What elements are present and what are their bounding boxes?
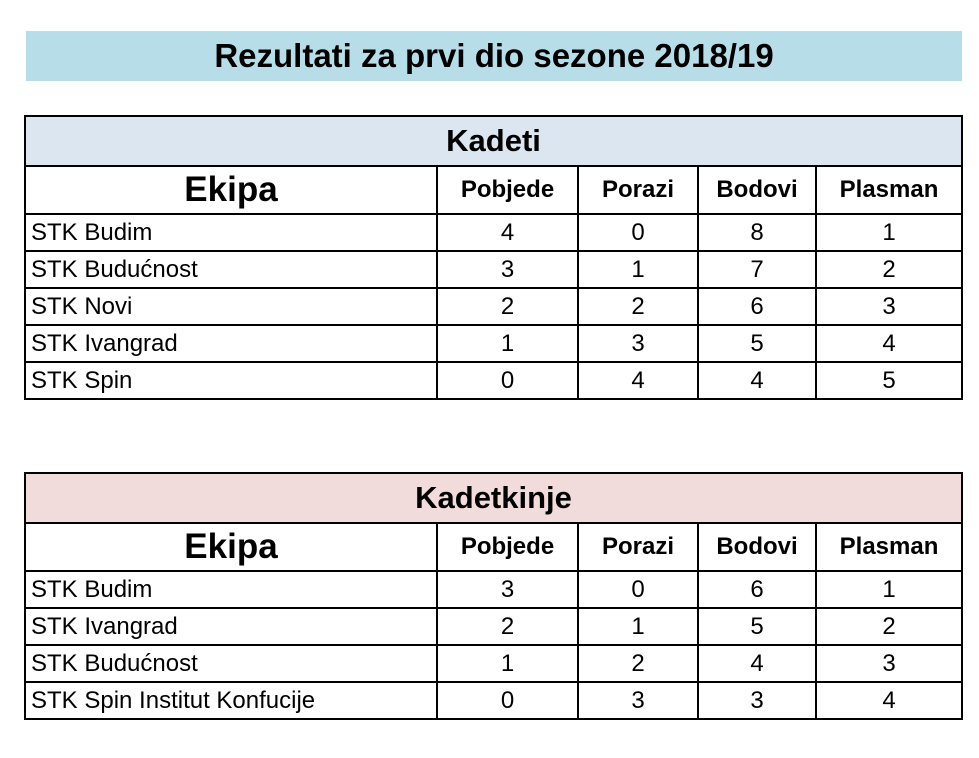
wins-cell: 2 <box>437 288 578 325</box>
team-name-cell: STK Ivangrad <box>25 325 437 362</box>
column-header-bodovi: Bodovi <box>698 166 816 214</box>
rank-cell: 2 <box>816 251 962 288</box>
table-row <box>25 571 962 608</box>
team-name-cell: STK Ivangrad <box>25 608 437 645</box>
column-header-row <box>25 166 962 214</box>
wins-cell: 1 <box>437 325 578 362</box>
column-header-pobjede: Pobjede <box>437 523 578 571</box>
losses-cell: 3 <box>578 325 698 362</box>
points-cell: 3 <box>698 682 816 719</box>
losses-cell: 3 <box>578 682 698 719</box>
kadeti-table <box>24 115 963 400</box>
team-name-cell: STK Spin <box>25 362 437 399</box>
table-row <box>25 608 962 645</box>
team-name-cell: STK Budućnost <box>25 645 437 682</box>
column-header-bodovi: Bodovi <box>698 523 816 571</box>
points-cell: 6 <box>698 288 816 325</box>
page-title: Rezultati za prvi dio sezone 2018/19 <box>26 31 962 81</box>
team-name-cell: STK Budim <box>25 571 437 608</box>
column-header-row <box>25 523 962 571</box>
column-header-ekipa: Ekipa <box>25 523 437 571</box>
table-row <box>25 251 962 288</box>
points-cell: 6 <box>698 571 816 608</box>
losses-cell: 1 <box>578 608 698 645</box>
table-row <box>25 325 962 362</box>
table-row <box>25 645 962 682</box>
points-cell: 5 <box>698 325 816 362</box>
wins-cell: 3 <box>437 571 578 608</box>
rank-cell: 1 <box>816 571 962 608</box>
column-header-plasman: Plasman <box>816 523 962 571</box>
column-header-porazi: Porazi <box>578 166 698 214</box>
group-title-kadeti: Kadeti <box>25 116 962 166</box>
team-name-cell: STK Spin Institut Konfucije <box>25 682 437 719</box>
team-name-cell: STK Novi <box>25 288 437 325</box>
losses-cell: 0 <box>578 571 698 608</box>
wins-cell: 3 <box>437 251 578 288</box>
table-row <box>25 214 962 251</box>
losses-cell: 1 <box>578 251 698 288</box>
kadetkinje-table <box>24 472 963 720</box>
team-name-cell: STK Budućnost <box>25 251 437 288</box>
points-cell: 4 <box>698 645 816 682</box>
rank-cell: 4 <box>816 682 962 719</box>
wins-cell: 0 <box>437 362 578 399</box>
wins-cell: 2 <box>437 608 578 645</box>
wins-cell: 1 <box>437 645 578 682</box>
losses-cell: 2 <box>578 645 698 682</box>
points-cell: 4 <box>698 362 816 399</box>
group-header-row <box>25 473 962 523</box>
losses-cell: 0 <box>578 214 698 251</box>
wins-cell: 0 <box>437 682 578 719</box>
points-cell: 8 <box>698 214 816 251</box>
rank-cell: 4 <box>816 325 962 362</box>
group-title-kadetkinje: Kadetkinje <box>25 473 962 523</box>
team-name-cell: STK Budim <box>25 214 437 251</box>
rank-cell: 3 <box>816 645 962 682</box>
rank-cell: 2 <box>816 608 962 645</box>
column-header-porazi: Porazi <box>578 523 698 571</box>
rank-cell: 1 <box>816 214 962 251</box>
group-header-row <box>25 116 962 166</box>
table-row <box>25 682 962 719</box>
wins-cell: 4 <box>437 214 578 251</box>
column-header-pobjede: Pobjede <box>437 166 578 214</box>
losses-cell: 4 <box>578 362 698 399</box>
rank-cell: 5 <box>816 362 962 399</box>
table-row <box>25 288 962 325</box>
points-cell: 7 <box>698 251 816 288</box>
table-row <box>25 362 962 399</box>
losses-cell: 2 <box>578 288 698 325</box>
column-header-plasman: Plasman <box>816 166 962 214</box>
column-header-ekipa: Ekipa <box>25 166 437 214</box>
rank-cell: 3 <box>816 288 962 325</box>
points-cell: 5 <box>698 608 816 645</box>
